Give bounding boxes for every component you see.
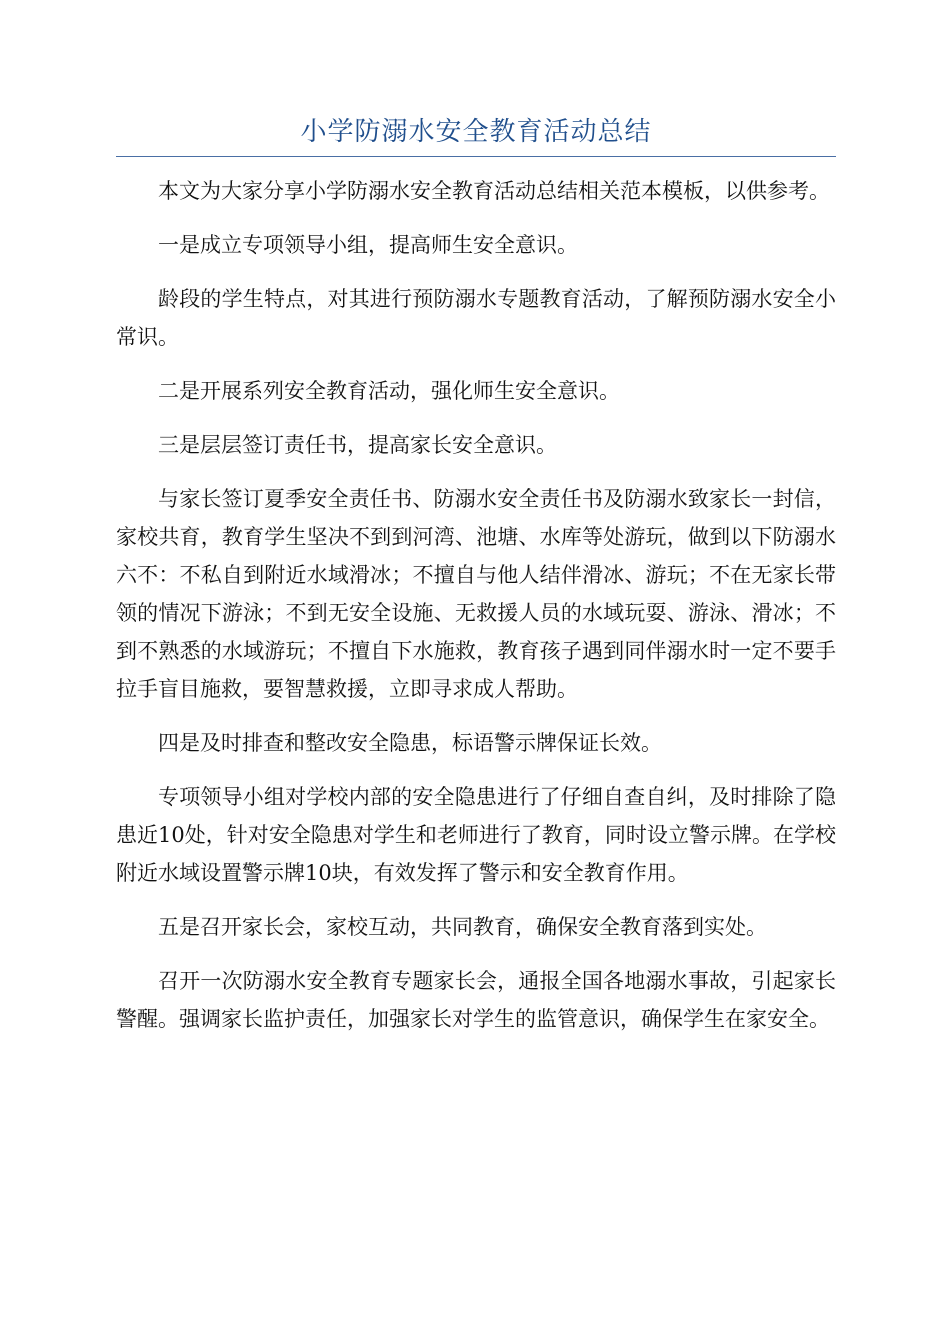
paragraph-body-5: 召开一次防溺水安全教育专题家长会，通报全国各地溺水事故，引起家长警醒。强调家长监护责任，加强家长对学生的监管意识，确保学生在家安全。: [116, 969, 836, 1031]
paragraph-heading-1: 一是成立专项领导小组，提高师生安全意识。: [158, 233, 578, 257]
paragraph-intro: 本文为大家分享小学防溺水安全教育活动总结相关范本模板，以供参考。: [158, 179, 830, 203]
paragraph-body-1: 龄段的学生特点，对其进行预防溺水专题教育活动，了解预防溺水安全小常识。: [116, 287, 836, 349]
paragraph-body-4: 专项领导小组对学校内部的安全隐患进行了仔细自查自纠，及时排除了隐患近10处，针对安全隐患对学生和老师进行了教育，同时设立警示牌。在学校附近水域设置警示牌10块，有效发挥了警示和安全教育作用。: [116, 785, 836, 885]
document-title: 小学防溺水安全教育活动总结: [300, 117, 652, 147]
paragraph-heading-3: 三是层层签订责任书，提高家长安全意识。: [158, 433, 557, 457]
paragraph-heading-2: 二是开展系列安全教育活动，强化师生安全意识。: [158, 379, 620, 403]
paragraph-heading-5: 五是召开家长会，家校互动，共同教育，确保安全教育落到实处。: [158, 915, 767, 939]
document-body: [116, 172, 836, 1054]
paragraph-heading-4: 四是及时排查和整改安全隐患，标语警示牌保证长效。: [158, 731, 662, 755]
paragraph-body-3: 与家长签订夏季安全责任书、防溺水安全责任书及防溺水致家长一封信，家校共育，教育学生坚决不到到河湾、池塘、水库等处游玩，做到以下防溺水六不：不私自到附近水域滑冰；不擅自与他人结伴滑冰、游玩；不在无家长带领的情况下游泳；不到无安全设施、无救援人员的水域玩耍、游泳、滑冰；不到不熟悉的水域游玩；不擅自下水施救，教育孩子遇到同伴溺水时一定不要手拉手盲目施救，要智慧救援，立即寻求成人帮助。: [116, 487, 836, 701]
title-block: [116, 112, 836, 157]
